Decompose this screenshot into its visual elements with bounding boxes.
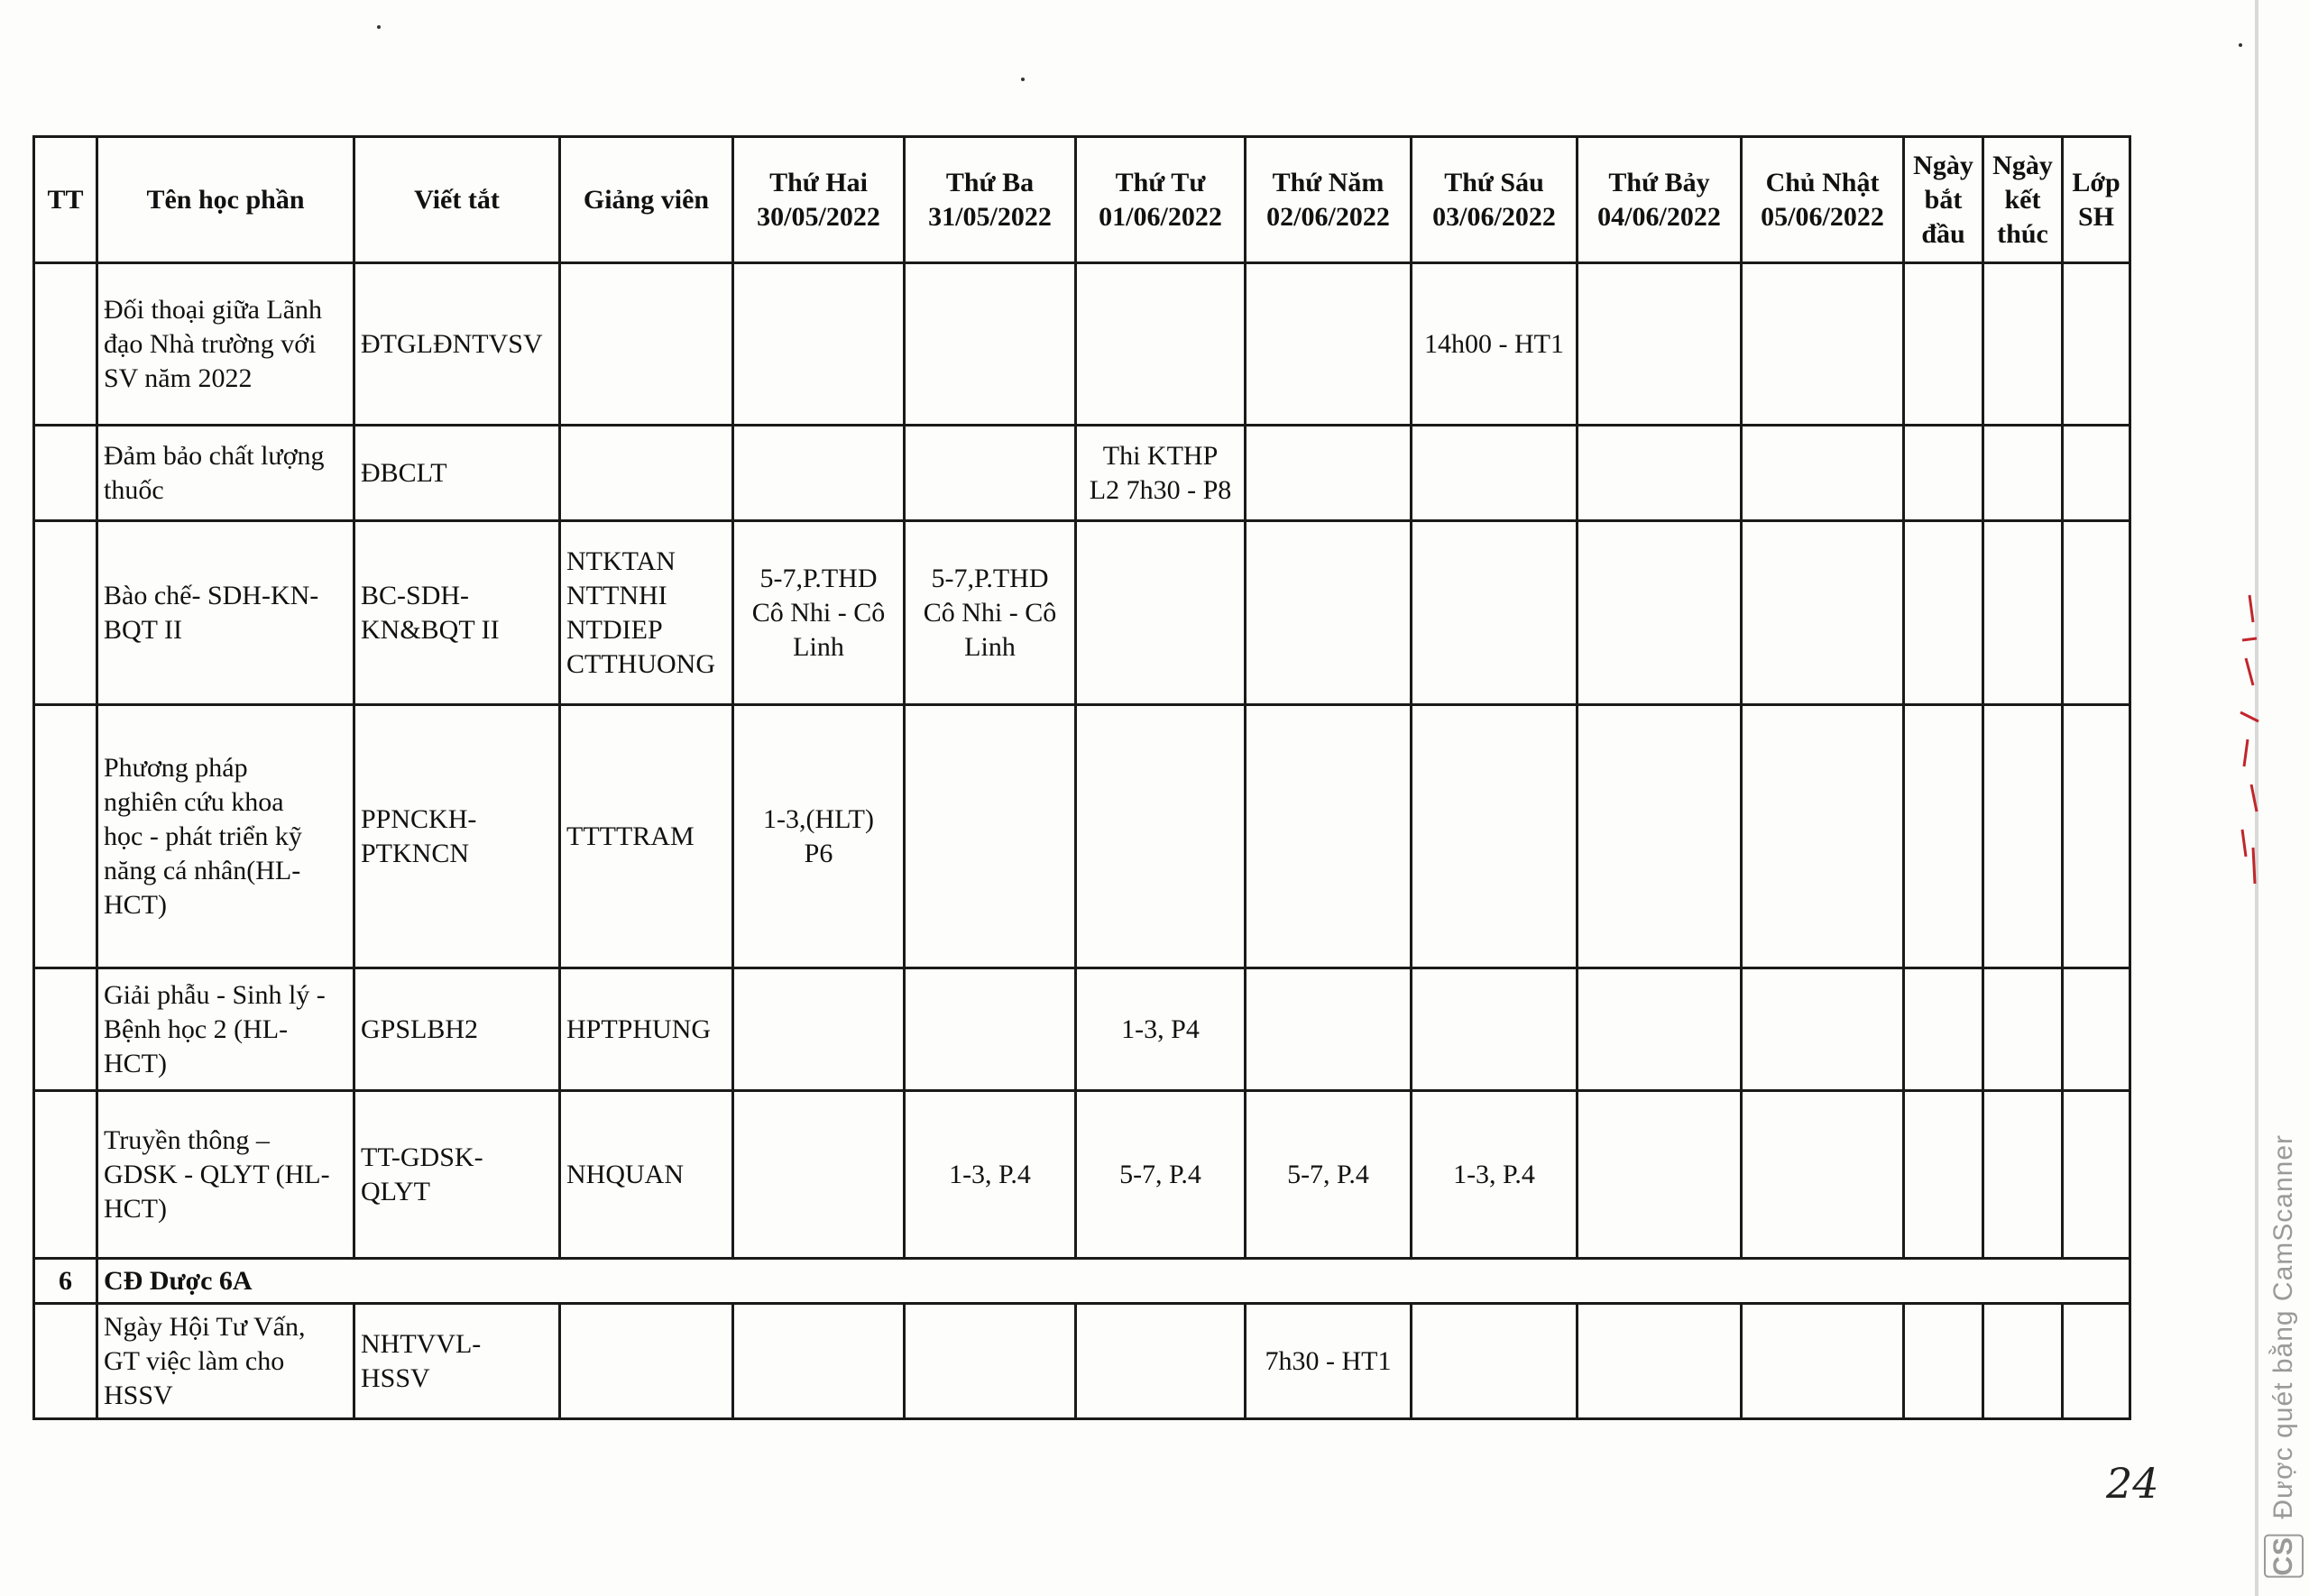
cell-abbr — [354, 968, 560, 1091]
header-end-date — [1983, 137, 2063, 263]
cell-lecturer — [560, 521, 733, 705]
cell-start-date — [1904, 705, 1983, 968]
cell-sun — [1742, 1091, 1904, 1259]
cell-wed — [1076, 1091, 1246, 1259]
cell-line: HPTPHUNG — [566, 1014, 712, 1044]
cell-sun — [1742, 705, 1904, 968]
cell-tt — [34, 263, 97, 426]
cell-sat — [1578, 426, 1742, 521]
handwritten-page-number: 24 — [2106, 1459, 2159, 1508]
cell-fri — [1412, 968, 1578, 1091]
cell-abbr — [354, 263, 560, 426]
cell-line: 1-3, P.4 — [1453, 1159, 1535, 1189]
cell-abbr — [354, 521, 560, 705]
cell-course — [97, 521, 354, 705]
cell-line: ĐBCLT — [361, 457, 447, 488]
cell-course — [97, 263, 354, 426]
cell-tt — [34, 521, 97, 705]
cell-start-date — [1904, 263, 1983, 426]
cell-tt — [34, 705, 97, 968]
cell-fri — [1412, 263, 1578, 426]
cell-tue — [905, 1304, 1076, 1419]
cell-line: HCT) — [104, 1193, 167, 1224]
cell-line: HCT) — [104, 1048, 167, 1078]
cell-start-date — [1904, 1304, 1983, 1419]
cell-line: nghiên cứu khoa — [104, 786, 284, 817]
cell-line: học - phát triển kỹ — [104, 821, 302, 851]
cell-start-date — [1904, 1091, 1983, 1259]
cell-line: PPNCKH- — [361, 803, 477, 834]
cell-line: Đảm bảo chất lượng — [104, 440, 325, 471]
cell-line: 1-3,(HLT) — [762, 803, 875, 834]
cell-sat — [1578, 263, 1742, 426]
table-row — [34, 1304, 2130, 1419]
table-row — [34, 968, 2130, 1091]
day-name: Thứ Năm — [1272, 167, 1384, 197]
cell-line: HSSV — [104, 1380, 173, 1410]
cell-tt — [34, 968, 97, 1091]
cell-class — [2063, 1304, 2130, 1419]
cell-end-date — [1983, 263, 2063, 426]
cell-thu — [1246, 705, 1412, 968]
cell-line: NTTNHI — [566, 580, 667, 610]
header-day-wed — [1076, 137, 1246, 263]
cell-end-date — [1983, 521, 2063, 705]
cell-line: Bào chế- SDH-KN- — [104, 580, 319, 610]
scan-speck — [2239, 43, 2242, 47]
cell-wed — [1076, 705, 1246, 968]
cell-wed — [1076, 968, 1246, 1091]
header-line: bắt — [1924, 184, 1963, 215]
cell-tue — [905, 426, 1076, 521]
cell-thu — [1246, 521, 1412, 705]
cell-mon — [733, 263, 905, 426]
header-day-tue — [905, 137, 1076, 263]
cell-tue — [905, 968, 1076, 1091]
cell-abbr — [354, 1304, 560, 1419]
cell-wed — [1076, 521, 1246, 705]
section-number: 6 — [34, 1259, 97, 1304]
cell-line: TTTTRAM — [566, 821, 695, 851]
cell-sat — [1578, 705, 1742, 968]
header-line: SH — [2077, 201, 2115, 232]
schedule-table — [32, 135, 2131, 1420]
cell-sat — [1578, 1304, 1742, 1419]
cell-line: NTDIEP — [566, 614, 663, 645]
cell-fri — [1412, 1304, 1578, 1419]
cell-line: BC-SDH- — [361, 580, 470, 610]
day-name: Thứ Hai — [769, 167, 868, 197]
day-name: Thứ Sáu — [1444, 167, 1544, 197]
cell-lecturer — [560, 426, 733, 521]
cell-line: 5-7, P.4 — [1119, 1159, 1201, 1189]
cell-class — [2063, 263, 2130, 426]
cell-line: GDSK - QLYT (HL- — [104, 1159, 330, 1189]
cell-thu — [1246, 968, 1412, 1091]
cell-line: NTKTAN — [566, 546, 676, 576]
header-day-sun — [1742, 137, 1904, 263]
day-date: 30/05/2022 — [757, 201, 880, 232]
cell-thu — [1246, 263, 1412, 426]
cell-abbr — [354, 705, 560, 968]
day-name: Thứ Ba — [945, 167, 1035, 197]
cell-line: NHTVVL- — [361, 1328, 482, 1359]
header-class — [2063, 137, 2130, 263]
header-day-sat — [1578, 137, 1742, 263]
cell-class — [2063, 968, 2130, 1091]
cell-lecturer — [560, 1304, 733, 1419]
cell-fri — [1412, 426, 1578, 521]
cell-line: Đối thoại giữa Lãnh — [104, 294, 323, 325]
cell-line: Ngày Hội Tư Vấn, — [104, 1311, 306, 1342]
table-row — [34, 263, 2130, 426]
header-day-mon — [733, 137, 905, 263]
header-row — [34, 137, 2130, 263]
cell-thu — [1246, 1091, 1412, 1259]
table-row — [34, 705, 2130, 968]
header-line: Ngày — [1913, 150, 1973, 180]
cell-sun — [1742, 263, 1904, 426]
cell-line: PTKNCN — [361, 838, 470, 868]
camscanner-logo: CS — [2264, 1535, 2304, 1578]
cell-lecturer — [560, 263, 733, 426]
cell-lecturer — [560, 968, 733, 1091]
cell-mon — [733, 968, 905, 1091]
scan-speck — [1021, 78, 1025, 81]
cell-class — [2063, 1091, 2130, 1259]
cell-sat — [1578, 968, 1742, 1091]
section-row — [34, 1259, 2130, 1304]
day-date: 02/06/2022 — [1266, 201, 1390, 232]
cell-tue — [905, 521, 1076, 705]
cell-line: KN&BQT II — [361, 614, 500, 645]
red-pen-mark — [2233, 586, 2266, 893]
cell-course — [97, 1091, 354, 1259]
cell-tt — [34, 426, 97, 521]
cell-abbr — [354, 1091, 560, 1259]
cell-sun — [1742, 1304, 1904, 1419]
header-line: Ngày — [1992, 150, 2053, 180]
day-date: 31/05/2022 — [928, 201, 1052, 232]
day-name: Thứ Bảy — [1608, 167, 1710, 197]
header-abbr: Viết tắt — [354, 137, 560, 263]
cell-course — [97, 1304, 354, 1419]
cell-line: 5-7, P.4 — [1287, 1159, 1369, 1189]
cell-line: Linh — [793, 631, 844, 662]
camscanner-watermark — [2264, 1134, 2304, 1578]
day-date: 05/06/2022 — [1761, 201, 1884, 232]
table-row — [34, 1091, 2130, 1259]
scan-speck — [377, 25, 381, 29]
cell-line: Truyền thông – — [104, 1124, 270, 1155]
header-day-fri — [1412, 137, 1578, 263]
cell-line: 1-3, P.4 — [949, 1159, 1031, 1189]
cell-sat — [1578, 521, 1742, 705]
cell-mon — [733, 705, 905, 968]
section-title: CĐ Dược 6A — [97, 1259, 2130, 1304]
cell-abbr — [354, 426, 560, 521]
header-start-date — [1904, 137, 1983, 263]
header-line: Lớp — [2072, 167, 2120, 197]
cell-wed — [1076, 426, 1246, 521]
cell-line: GT việc làm cho — [104, 1345, 285, 1376]
cell-tue — [905, 263, 1076, 426]
cell-course — [97, 426, 354, 521]
cell-line: P6 — [804, 838, 833, 868]
cell-thu — [1246, 426, 1412, 521]
cell-class — [2063, 705, 2130, 968]
header-day-thu — [1246, 137, 1412, 263]
cell-course — [97, 705, 354, 968]
cell-start-date — [1904, 426, 1983, 521]
cell-fri — [1412, 1091, 1578, 1259]
header-line: kết — [2004, 184, 2041, 215]
camscanner-text: Được quét bằng CamScanner — [2268, 1134, 2298, 1519]
cell-course — [97, 968, 354, 1091]
header-tt: TT — [34, 137, 97, 263]
day-name: Chủ Nhật — [1765, 167, 1880, 197]
table-row — [34, 521, 2130, 705]
cell-mon — [733, 426, 905, 521]
cell-thu — [1246, 1304, 1412, 1419]
header-lecturer: Giảng viên — [560, 137, 733, 263]
cell-wed — [1076, 263, 1246, 426]
cell-mon — [733, 1091, 905, 1259]
cell-line: 5-7,P.THD — [931, 563, 1049, 593]
day-date: 04/06/2022 — [1597, 201, 1721, 232]
cell-line: 14h00 - HT1 — [1424, 328, 1564, 359]
cell-class — [2063, 426, 2130, 521]
table-row — [34, 426, 2130, 521]
cell-tue — [905, 705, 1076, 968]
cell-tt — [34, 1091, 97, 1259]
cell-line: 1-3, P4 — [1121, 1014, 1200, 1044]
cell-line: Giải phẫu - Sinh lý - — [104, 979, 326, 1010]
cell-line: SV năm 2022 — [104, 362, 253, 393]
cell-end-date — [1983, 426, 2063, 521]
header-line: đầu — [1921, 218, 1965, 249]
cell-line: NHQUAN — [566, 1159, 684, 1189]
cell-fri — [1412, 705, 1578, 968]
cell-line: năng cá nhân(HL- — [104, 855, 301, 885]
cell-line: ĐTGLĐNTVSV — [361, 328, 543, 359]
cell-line: Thi KTHP — [1102, 440, 1219, 471]
cell-line: HSSV — [361, 1362, 430, 1393]
cell-tue — [905, 1091, 1076, 1259]
cell-sun — [1742, 521, 1904, 705]
day-name: Thứ Tư — [1115, 167, 1206, 197]
cell-line: đạo Nhà trường với — [104, 328, 317, 359]
cell-line: 7h30 - HT1 — [1265, 1345, 1392, 1376]
cell-wed — [1076, 1304, 1246, 1419]
cell-start-date — [1904, 968, 1983, 1091]
cell-start-date — [1904, 521, 1983, 705]
day-date: 01/06/2022 — [1099, 201, 1222, 232]
cell-line: HCT) — [104, 889, 167, 920]
cell-tt — [34, 1304, 97, 1419]
cell-end-date — [1983, 1304, 2063, 1419]
cell-line: Cô Nhi - Cô — [751, 597, 886, 628]
day-date: 03/06/2022 — [1432, 201, 1556, 232]
cell-end-date — [1983, 968, 2063, 1091]
cell-line: 5-7,P.THD — [759, 563, 878, 593]
cell-line: BQT II — [104, 614, 182, 645]
cell-sat — [1578, 1091, 1742, 1259]
cell-line: TT-GDSK- — [361, 1142, 483, 1172]
cell-line: QLYT — [361, 1176, 430, 1206]
cell-line: Cô Nhi - Cô — [923, 597, 1057, 628]
header-line: thúc — [1997, 218, 2048, 249]
cell-mon — [733, 521, 905, 705]
cell-end-date — [1983, 705, 2063, 968]
schedule-body — [34, 263, 2130, 1419]
cell-line: thuốc — [104, 474, 164, 505]
header-course: Tên học phần — [97, 137, 354, 263]
cell-line: Linh — [964, 631, 1016, 662]
cell-mon — [733, 1304, 905, 1419]
cell-sun — [1742, 968, 1904, 1091]
cell-line: CTTHUONG — [566, 648, 715, 679]
cell-line: Phương pháp — [104, 752, 248, 783]
cell-line: GPSLBH2 — [361, 1014, 479, 1044]
cell-lecturer — [560, 705, 733, 968]
cell-sun — [1742, 426, 1904, 521]
cell-lecturer — [560, 1091, 733, 1259]
cell-line: Bệnh học 2 (HL- — [104, 1014, 289, 1044]
cell-line: L2 7h30 - P8 — [1089, 474, 1232, 505]
cell-fri — [1412, 521, 1578, 705]
cell-class — [2063, 521, 2130, 705]
cell-end-date — [1983, 1091, 2063, 1259]
